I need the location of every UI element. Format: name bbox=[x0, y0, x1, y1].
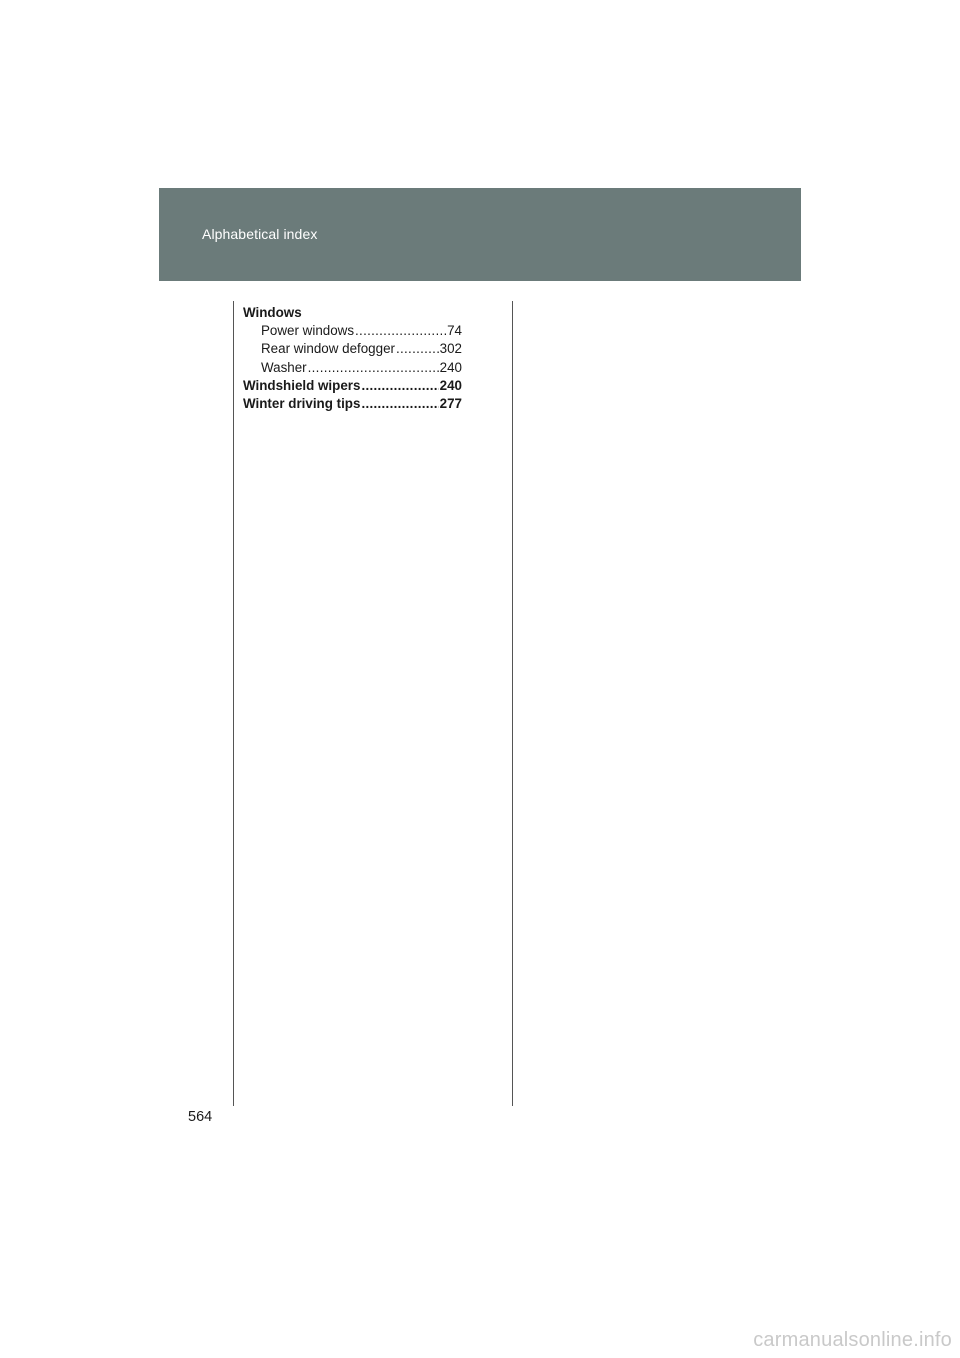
index-sub-entry bbox=[243, 340, 462, 358]
dot-leader bbox=[361, 377, 438, 395]
index-term: Winter driving tips bbox=[243, 396, 361, 412]
index-column bbox=[243, 304, 462, 413]
index-term: Windshield wipers bbox=[243, 377, 361, 393]
index-page-ref: 302 bbox=[439, 341, 462, 357]
index-term: Rear window defogger bbox=[261, 341, 395, 357]
dot-leader bbox=[355, 322, 446, 340]
column-divider-middle bbox=[512, 301, 513, 1106]
watermark: carmanualsonline.info bbox=[753, 1329, 952, 1351]
dot-leader bbox=[396, 340, 439, 358]
index-page-ref: 277 bbox=[439, 396, 462, 412]
index-sub-entry bbox=[243, 322, 462, 340]
index-term: Power windows bbox=[261, 323, 355, 339]
index-page-ref: 240 bbox=[439, 377, 462, 393]
page-number: 564 bbox=[188, 1109, 213, 1125]
dot-leader bbox=[361, 395, 438, 413]
index-entry bbox=[243, 377, 462, 395]
index-entry bbox=[243, 395, 462, 413]
index-term: Washer bbox=[261, 359, 307, 375]
index-sub-entry bbox=[243, 359, 462, 377]
index-page-ref: 240 bbox=[439, 359, 462, 375]
section-title: Alphabetical index bbox=[202, 226, 318, 242]
index-page-ref: 74 bbox=[447, 323, 462, 339]
section-header bbox=[159, 188, 801, 281]
column-divider-left bbox=[233, 301, 234, 1106]
index-heading-term: Windows bbox=[243, 305, 302, 320]
index-heading bbox=[243, 304, 462, 322]
dot-leader bbox=[308, 359, 439, 377]
